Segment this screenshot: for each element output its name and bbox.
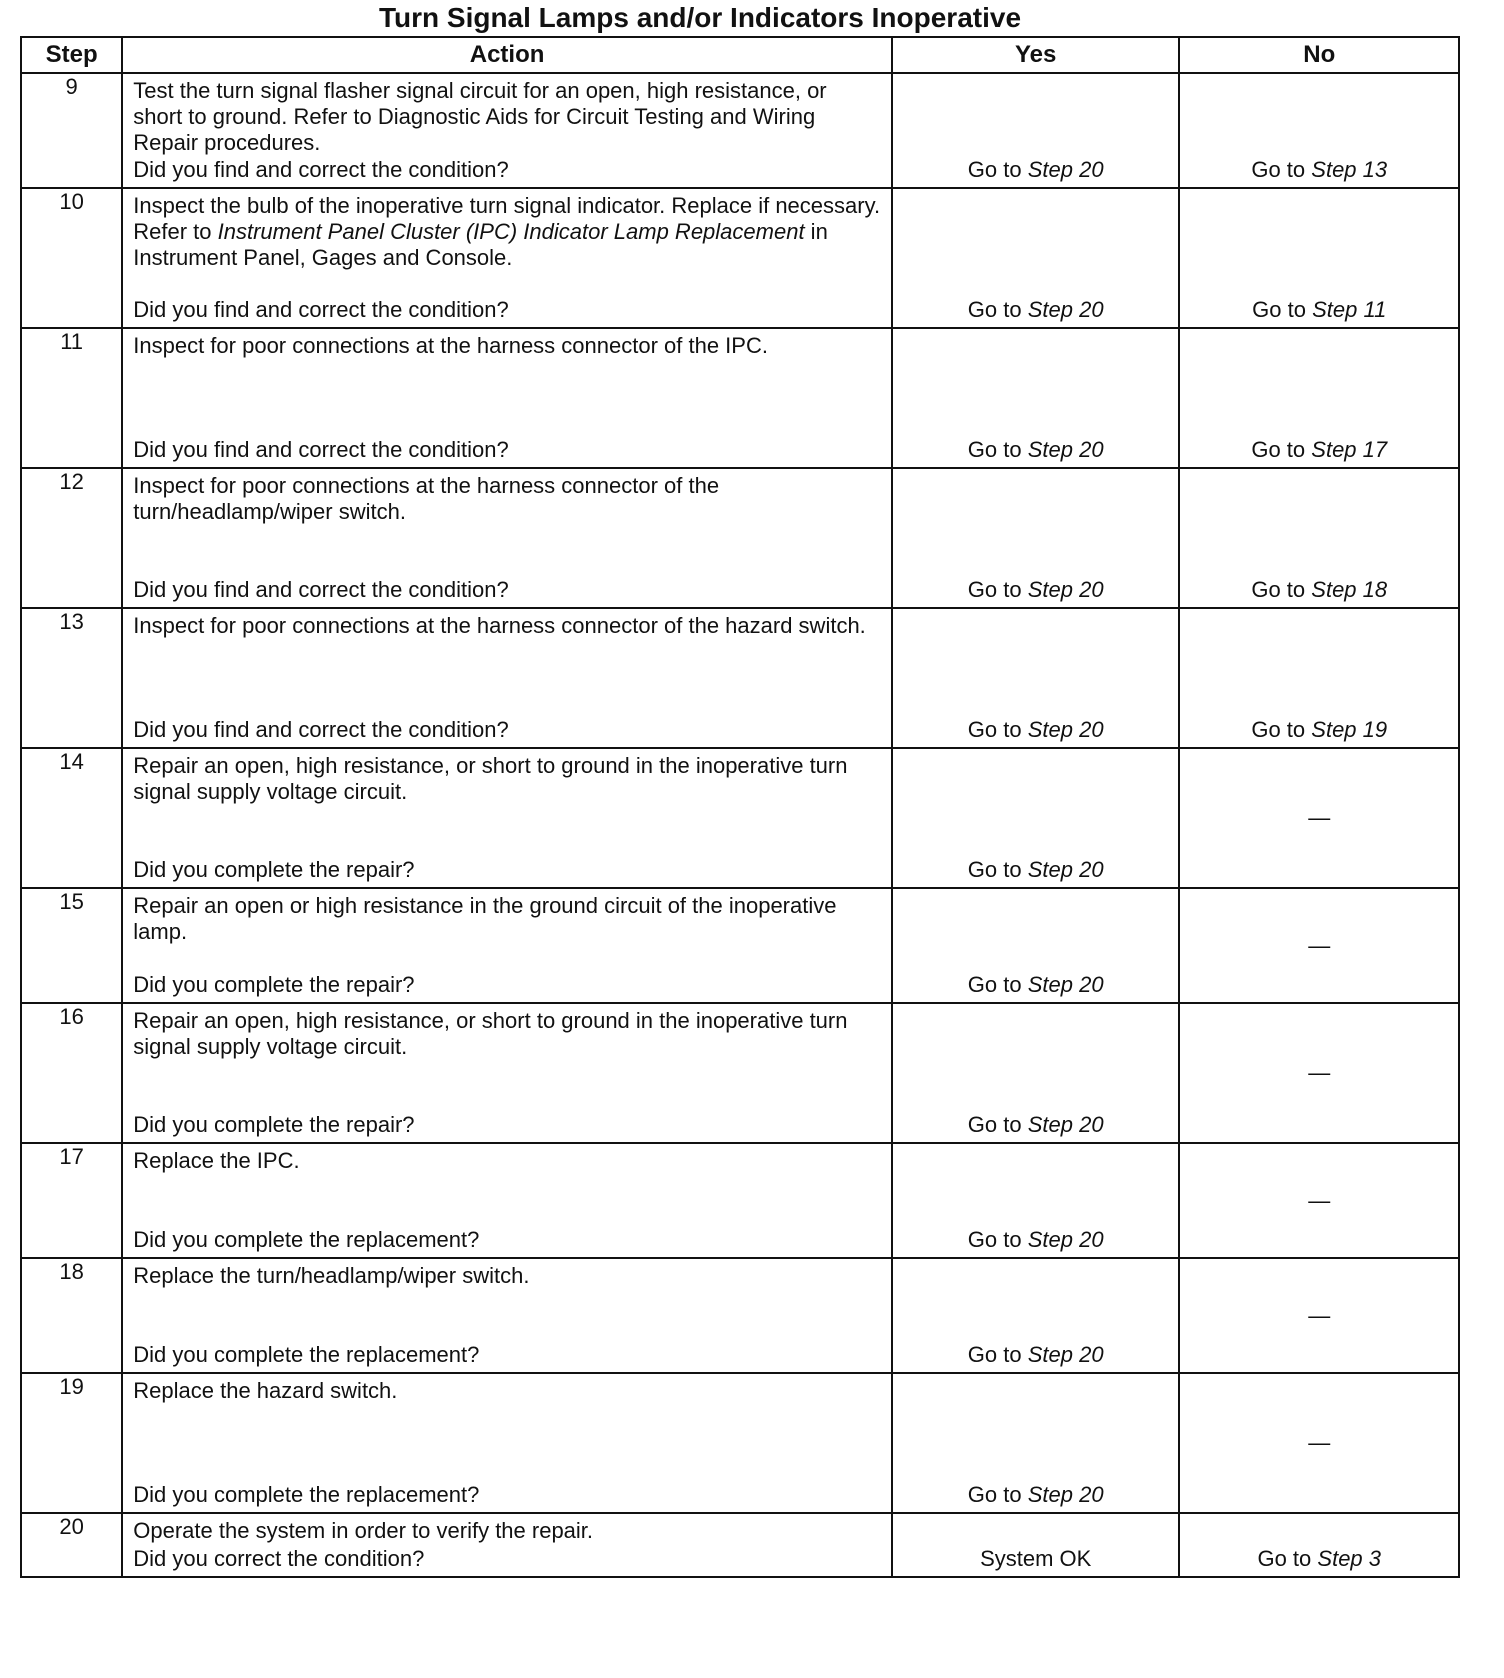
yes-cell <box>892 188 1180 328</box>
yes-content <box>893 1004 1179 1142</box>
action-question: Did you complete the replacement? <box>133 1227 480 1252</box>
yes-content <box>893 469 1179 607</box>
action-text: Inspect for poor connections at the harness connector of the IPC. <box>133 333 768 358</box>
yes-cell <box>892 1143 1180 1258</box>
yes-goto <box>968 1227 1104 1253</box>
table-row <box>21 748 1459 888</box>
yes-goto <box>968 1112 1104 1138</box>
no-content <box>1180 749 1458 887</box>
action-text: Repair an open or high resistance in the ground circuit of the inoperative lamp. <box>133 893 837 944</box>
no-cell <box>1179 468 1459 608</box>
goto-label: Go to <box>967 857 1022 882</box>
action-cell <box>122 748 892 888</box>
action-cell <box>122 608 892 748</box>
table-row <box>21 1513 1459 1577</box>
action-question: Did you find and correct the condition? <box>133 577 509 602</box>
yes-cell <box>892 888 1180 1003</box>
action-question: Did you find and correct the condition? <box>133 157 509 182</box>
yes-cell <box>892 748 1180 888</box>
goto-target: Step 17 <box>1311 437 1388 462</box>
no-cell <box>1179 1143 1459 1258</box>
header-action: Action <box>122 37 892 73</box>
action-text: Replace the IPC. <box>133 1148 300 1173</box>
no-text: — <box>1308 1187 1331 1213</box>
no-content <box>1180 1374 1458 1512</box>
yes-content <box>893 749 1179 887</box>
action-cell <box>122 73 892 188</box>
action-content <box>123 329 891 467</box>
table-row <box>21 608 1459 748</box>
yes-content <box>893 889 1179 1002</box>
yes-goto <box>968 857 1104 883</box>
action-question: Did you complete the repair? <box>133 972 415 997</box>
no-text: — <box>1308 1430 1331 1455</box>
no-cell <box>1179 1373 1459 1513</box>
action-description <box>133 473 881 525</box>
goto-target: Step 20 <box>1027 1482 1104 1507</box>
no-cell <box>1179 328 1459 468</box>
yes-cell <box>892 1513 1180 1577</box>
action-cell <box>122 1143 892 1258</box>
goto-label: Go to <box>967 577 1022 602</box>
action-description <box>133 193 881 271</box>
action-description <box>133 613 881 639</box>
table-row <box>21 328 1459 468</box>
no-content <box>1180 189 1458 327</box>
step-number: 20 <box>21 1513 122 1577</box>
goto-target: Step 20 <box>1027 1227 1104 1252</box>
no-goto <box>1251 577 1387 603</box>
goto-target: Step 20 <box>1027 717 1104 742</box>
step-number: 18 <box>21 1258 122 1373</box>
header-yes: Yes <box>892 37 1180 73</box>
goto-label: Go to <box>967 1342 1022 1367</box>
yes-content <box>893 329 1179 467</box>
yes-goto <box>968 972 1104 998</box>
action-description <box>133 1518 881 1544</box>
action-text: Inspect for poor connections at the harness connector of the hazard switch. <box>133 613 866 638</box>
yes-cell <box>892 1373 1180 1513</box>
yes-cell <box>892 608 1180 748</box>
goto-target: Step 13 <box>1311 157 1388 182</box>
no-text: — <box>1308 805 1331 830</box>
header-step: Step <box>21 37 122 73</box>
yes-cell <box>892 1258 1180 1373</box>
action-content <box>123 749 891 887</box>
no-goto <box>1252 297 1386 323</box>
yes-content <box>893 1374 1179 1512</box>
table-row <box>21 1143 1459 1258</box>
action-description <box>133 753 881 805</box>
no-content <box>1180 889 1458 1002</box>
action-text: in Instrument Panel, Gages and Console. <box>133 219 828 270</box>
header-no: No <box>1179 37 1459 73</box>
yes-content <box>893 609 1179 747</box>
action-content <box>123 1514 891 1576</box>
no-goto <box>1251 437 1387 463</box>
no-cell <box>1179 1258 1459 1373</box>
no-text: — <box>1308 1302 1331 1328</box>
action-cell <box>122 1258 892 1373</box>
step-number: 14 <box>21 748 122 888</box>
goto-target: Step 20 <box>1027 297 1104 322</box>
action-question: Did you complete the replacement? <box>133 1482 480 1507</box>
header-row <box>21 37 1459 73</box>
yes-content <box>893 189 1179 327</box>
yes-cell <box>892 73 1180 188</box>
action-question: Did you find and correct the condition? <box>133 297 509 322</box>
yes-cell <box>892 468 1180 608</box>
goto-target: Step 20 <box>1027 1112 1104 1137</box>
action-content <box>123 1374 891 1512</box>
goto-target: Step 19 <box>1311 717 1388 742</box>
yes-content <box>893 74 1179 187</box>
yes-goto <box>968 717 1104 743</box>
action-text: Repair an open, high resistance, or short to ground in the inoperative turn signal supply voltage circuit. <box>133 1008 848 1059</box>
action-text: Inspect the bulb of the inoperative turn signal indicator. Replace if necessary. Refer to <box>133 193 881 244</box>
table-row <box>21 188 1459 328</box>
no-cell <box>1179 188 1459 328</box>
table-row <box>21 1003 1459 1143</box>
table-row <box>21 73 1459 188</box>
yes-goto <box>968 157 1104 183</box>
yes-cell <box>892 328 1180 468</box>
goto-target: Step 20 <box>1027 857 1104 882</box>
goto-label: Go to <box>967 717 1022 742</box>
action-cell <box>122 328 892 468</box>
no-cell <box>1179 888 1459 1003</box>
step-number: 19 <box>21 1373 122 1513</box>
action-description <box>133 78 881 156</box>
table-row <box>21 468 1459 608</box>
no-cell <box>1179 1003 1459 1143</box>
goto-label: Go to <box>967 157 1022 182</box>
no-text: — <box>1308 1060 1331 1085</box>
no-content <box>1180 74 1458 187</box>
yes-content <box>893 1514 1179 1576</box>
diagnostic-table <box>20 36 1460 1578</box>
no-cell <box>1179 748 1459 888</box>
no-content <box>1180 1004 1458 1142</box>
yes-goto <box>968 1342 1104 1368</box>
no-text: — <box>1308 932 1331 958</box>
yes-goto <box>968 577 1104 603</box>
action-description <box>133 1263 881 1289</box>
no-goto <box>1251 157 1387 183</box>
action-description <box>133 893 881 945</box>
goto-label: Go to <box>967 972 1022 997</box>
goto-label: Go to <box>1251 577 1306 602</box>
action-description <box>133 1148 881 1174</box>
yes-goto <box>968 297 1104 323</box>
step-number: 17 <box>21 1143 122 1258</box>
action-reference: Instrument Panel Cluster (IPC) Indicator Lamp Replacement <box>217 219 805 244</box>
goto-label: Go to <box>967 437 1022 462</box>
no-cell <box>1179 73 1459 188</box>
action-content <box>123 889 891 1002</box>
no-goto <box>1257 1546 1381 1572</box>
action-cell <box>122 188 892 328</box>
goto-target: Step 11 <box>1312 297 1387 322</box>
table-row <box>21 888 1459 1003</box>
goto-target: Step 3 <box>1317 1546 1382 1571</box>
no-content <box>1180 1144 1458 1257</box>
page-title: Turn Signal Lamps and/or Indicators Inoperative <box>378 2 1022 33</box>
action-cell <box>122 1003 892 1143</box>
table-row <box>21 1258 1459 1373</box>
goto-label: Go to <box>967 1227 1022 1252</box>
action-content <box>123 609 891 747</box>
goto-target: Step 18 <box>1311 577 1388 602</box>
no-content <box>1180 609 1458 747</box>
action-question: Did you correct the condition? <box>133 1546 425 1571</box>
action-cell <box>122 888 892 1003</box>
action-cell <box>122 468 892 608</box>
yes-text: System OK <box>980 1546 1092 1571</box>
step-number: 16 <box>21 1003 122 1143</box>
action-content <box>123 74 891 187</box>
goto-label: Go to <box>1251 157 1306 182</box>
action-content <box>123 189 891 327</box>
no-goto <box>1251 717 1387 743</box>
action-text: Inspect for poor connections at the harness connector of the turn/headlamp/wiper switch. <box>133 473 720 524</box>
step-number: 12 <box>21 468 122 608</box>
goto-label: Go to <box>967 1482 1022 1507</box>
goto-label: Go to <box>1251 437 1306 462</box>
action-content <box>123 1004 891 1142</box>
yes-content <box>893 1259 1179 1372</box>
goto-label: Go to <box>967 297 1022 322</box>
step-number: 15 <box>21 888 122 1003</box>
table-body <box>21 73 1459 1577</box>
action-text: Repair an open, high resistance, or short to ground in the inoperative turn signal supply voltage circuit. <box>133 753 848 804</box>
action-question: Did you complete the replacement? <box>133 1342 480 1367</box>
goto-label: Go to <box>1252 297 1306 322</box>
goto-target: Step 20 <box>1027 157 1104 182</box>
action-question: Did you complete the repair? <box>133 857 415 882</box>
action-question: Did you find and correct the condition? <box>133 437 509 462</box>
yes-cell <box>892 1003 1180 1143</box>
action-content <box>123 1259 891 1372</box>
goto-target: Step 20 <box>1027 972 1104 997</box>
action-description <box>133 333 881 359</box>
no-content <box>1180 329 1458 467</box>
step-number: 10 <box>21 188 122 328</box>
action-question: Did you complete the repair? <box>133 1112 415 1137</box>
yes-content <box>893 1144 1179 1257</box>
no-content <box>1180 469 1458 607</box>
step-number: 11 <box>21 328 122 468</box>
no-content <box>1180 1514 1458 1576</box>
action-content <box>123 469 891 607</box>
action-cell <box>122 1373 892 1513</box>
action-text: Test the turn signal flasher signal circuit for an open, high resistance, or short to ground. Refer to Diagnostic Aids for Circuit Testing and Wiring Repair procedures. <box>133 78 827 155</box>
action-description <box>133 1008 881 1060</box>
yes-goto <box>968 1482 1104 1508</box>
no-cell <box>1179 1513 1459 1577</box>
action-question: Did you find and correct the condition? <box>133 717 509 742</box>
action-content <box>123 1144 891 1257</box>
goto-target: Step 20 <box>1027 1342 1104 1367</box>
step-number: 13 <box>21 608 122 748</box>
action-description <box>133 1378 881 1404</box>
action-text: Replace the hazard switch. <box>133 1378 398 1403</box>
goto-label: Go to <box>1251 717 1306 742</box>
action-cell <box>122 1513 892 1577</box>
table-row <box>21 1373 1459 1513</box>
goto-target: Step 20 <box>1027 437 1104 462</box>
no-cell <box>1179 608 1459 748</box>
yes-goto <box>968 437 1104 463</box>
goto-target: Step 20 <box>1027 577 1104 602</box>
action-text: Operate the system in order to verify the repair. <box>133 1518 594 1543</box>
goto-label: Go to <box>967 1112 1022 1137</box>
no-content <box>1180 1259 1458 1372</box>
goto-label: Go to <box>1257 1546 1312 1571</box>
step-number: 9 <box>21 73 122 188</box>
action-text: Replace the turn/headlamp/wiper switch. <box>133 1263 530 1288</box>
